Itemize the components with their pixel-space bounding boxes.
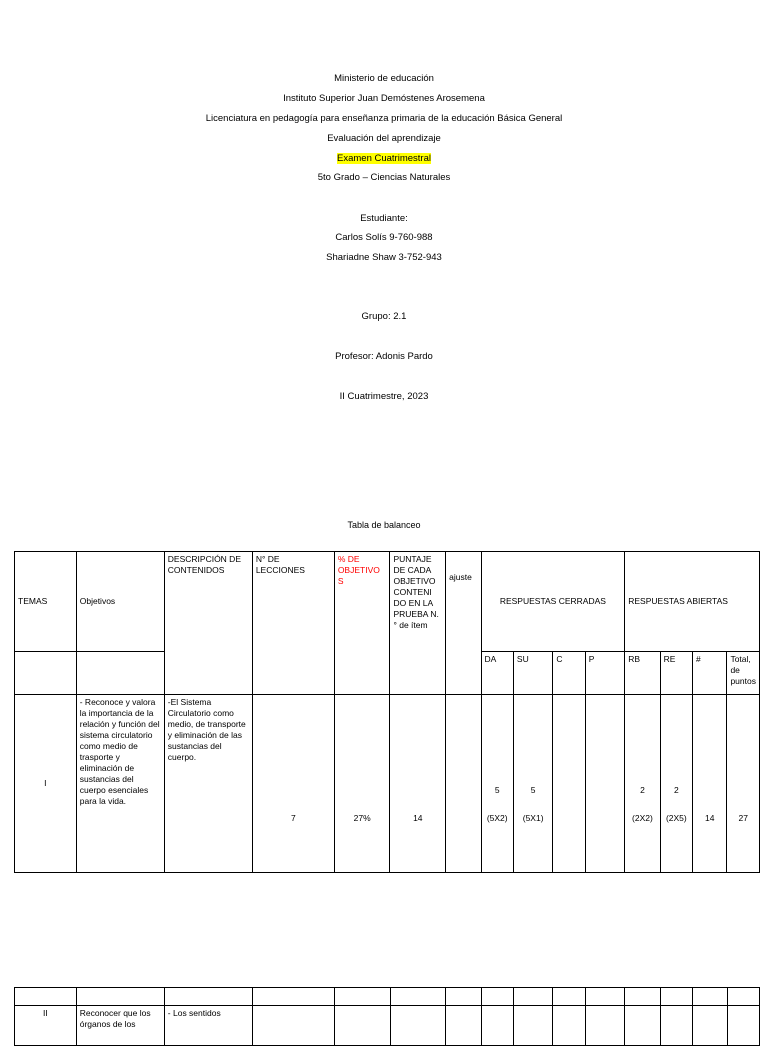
table-row xyxy=(15,695,760,873)
empty-cell xyxy=(660,988,692,1006)
row1-da-count: 5 xyxy=(494,785,500,795)
empty-cell xyxy=(693,988,727,1006)
teacher-label: Profesor: Adonis Pardo xyxy=(335,351,433,362)
row1-rb-count: 2 xyxy=(640,785,645,795)
balance-table xyxy=(14,551,760,873)
empty-cell xyxy=(390,988,446,1006)
row1-num: 14 xyxy=(693,695,727,873)
table-title: Tabla de balanceo xyxy=(347,520,421,530)
empty-cell xyxy=(514,1006,553,1046)
header-descripcion: DESCRIPCIÓN DE CONTENIDOS xyxy=(164,552,252,695)
exam-type xyxy=(0,153,768,165)
empty-cell xyxy=(446,1006,481,1046)
student-label: Estudiante: xyxy=(360,213,408,224)
row1-re xyxy=(660,695,692,873)
row1-lecciones: 7 xyxy=(252,695,334,873)
empty-cell xyxy=(252,988,334,1006)
empty-cell xyxy=(514,988,553,1006)
subheader-su: SU xyxy=(513,652,552,695)
header-puntaje: PUNTAJE DE CADA OBJETIVO CONTENI DO EN LA PRUEBA N.° de ítem xyxy=(390,552,446,695)
header-temas: TEMAS xyxy=(15,552,77,652)
table-row xyxy=(15,1006,760,1046)
empty-cell xyxy=(693,1006,727,1046)
grade-subject: 5to Grado – Ciencias Naturales xyxy=(317,172,451,183)
empty-cell xyxy=(390,1006,446,1046)
empty-cell xyxy=(585,988,624,1006)
row1-da-calc: (5X2) xyxy=(486,813,508,823)
row1-total: 27 xyxy=(727,695,760,873)
course-name: Evaluación del aprendizaje xyxy=(327,133,441,144)
header-respuestas-cerradas: RESPUESTAS CERRADAS xyxy=(481,552,625,652)
header-lecciones: N° DE LECCIONES xyxy=(252,552,334,695)
empty-cell xyxy=(76,988,164,1006)
empty-cell xyxy=(76,652,164,695)
empty-cell xyxy=(164,988,252,1006)
empty-cell xyxy=(334,1006,390,1046)
subheader-num: # xyxy=(693,652,727,695)
header-respuestas-abiertas: RESPUESTAS ABIERTAS xyxy=(625,552,760,652)
subheader-rb: RB xyxy=(625,652,660,695)
empty-cell xyxy=(553,988,585,1006)
row1-su-count: 5 xyxy=(530,785,536,795)
row1-porcentaje: 27% xyxy=(334,695,390,873)
row1-objetivo: - Reconoce y valora la importancia de la relación y función del sistema circulatorio como medio de trasporte y eliminación de sustancias del cuerpo esenciales para la vida. xyxy=(76,695,164,873)
degree-name: Licenciatura en pedagogía para enseñanza primaria de la educación Básica General xyxy=(205,113,563,124)
header-ajuste: ajuste xyxy=(446,552,481,695)
row1-puntaje: 14 xyxy=(390,695,446,873)
row1-rb xyxy=(625,695,660,873)
empty-cell xyxy=(660,1006,692,1046)
row1-ajuste xyxy=(446,695,481,873)
institute-name: Instituto Superior Juan Demóstenes Arosemena xyxy=(283,93,485,104)
empty-cell xyxy=(585,1006,624,1046)
empty-cell xyxy=(553,1006,585,1046)
subheader-c: C xyxy=(553,652,585,695)
row1-p xyxy=(585,695,624,873)
empty-cell xyxy=(481,988,513,1006)
empty-cell xyxy=(334,988,390,1006)
row1-da xyxy=(481,695,513,873)
empty-cell xyxy=(15,988,77,1006)
group-label: Grupo: 2.1 xyxy=(361,311,407,322)
empty-cell xyxy=(727,988,759,1006)
row1-re-calc: (2X5) xyxy=(665,813,687,823)
balance-table-continued xyxy=(14,987,760,1046)
row2-objetivo: Reconocer que los órganos de los xyxy=(76,1006,164,1046)
row2-descripcion: - Los sentidos xyxy=(164,1006,252,1046)
row1-re-count: 2 xyxy=(673,785,679,795)
row1-su xyxy=(513,695,552,873)
empty-cell xyxy=(625,988,660,1006)
subheader-total: Total, de puntos xyxy=(727,652,760,695)
subheader-re: RE xyxy=(660,652,692,695)
row2-tema: II xyxy=(15,1006,77,1046)
row1-su-calc: (5X1) xyxy=(522,813,544,823)
term-label: II Cuatrimestre, 2023 xyxy=(339,391,429,402)
empty-cell xyxy=(481,1006,513,1046)
row1-descripcion: -El Sistema Circulatorio como medio, de transporte y eliminación de las sustancias del cuerpo. xyxy=(164,695,252,873)
empty-cell xyxy=(252,1006,334,1046)
ministry-title: Ministerio de educación xyxy=(334,73,434,84)
header-porcentaje: % DE OBJETIVO S xyxy=(334,552,390,695)
subheader-p: P xyxy=(585,652,624,695)
header-objetivos: Objetivos xyxy=(76,552,164,652)
student-1: Carlos Solís 9-760-988 xyxy=(335,232,433,243)
student-2: Shariadne Shaw 3-752-943 xyxy=(326,252,442,263)
empty-cell xyxy=(625,1006,660,1046)
subheader-da: DA xyxy=(481,652,513,695)
empty-cell xyxy=(727,1006,759,1046)
row1-c xyxy=(553,695,585,873)
exam-type-highlight: Examen Cuatrimestral xyxy=(337,153,431,164)
row1-rb-calc: (2X2) xyxy=(632,813,653,823)
empty-cell xyxy=(446,988,481,1006)
empty-cell xyxy=(15,652,77,695)
row1-tema: I xyxy=(15,695,77,873)
